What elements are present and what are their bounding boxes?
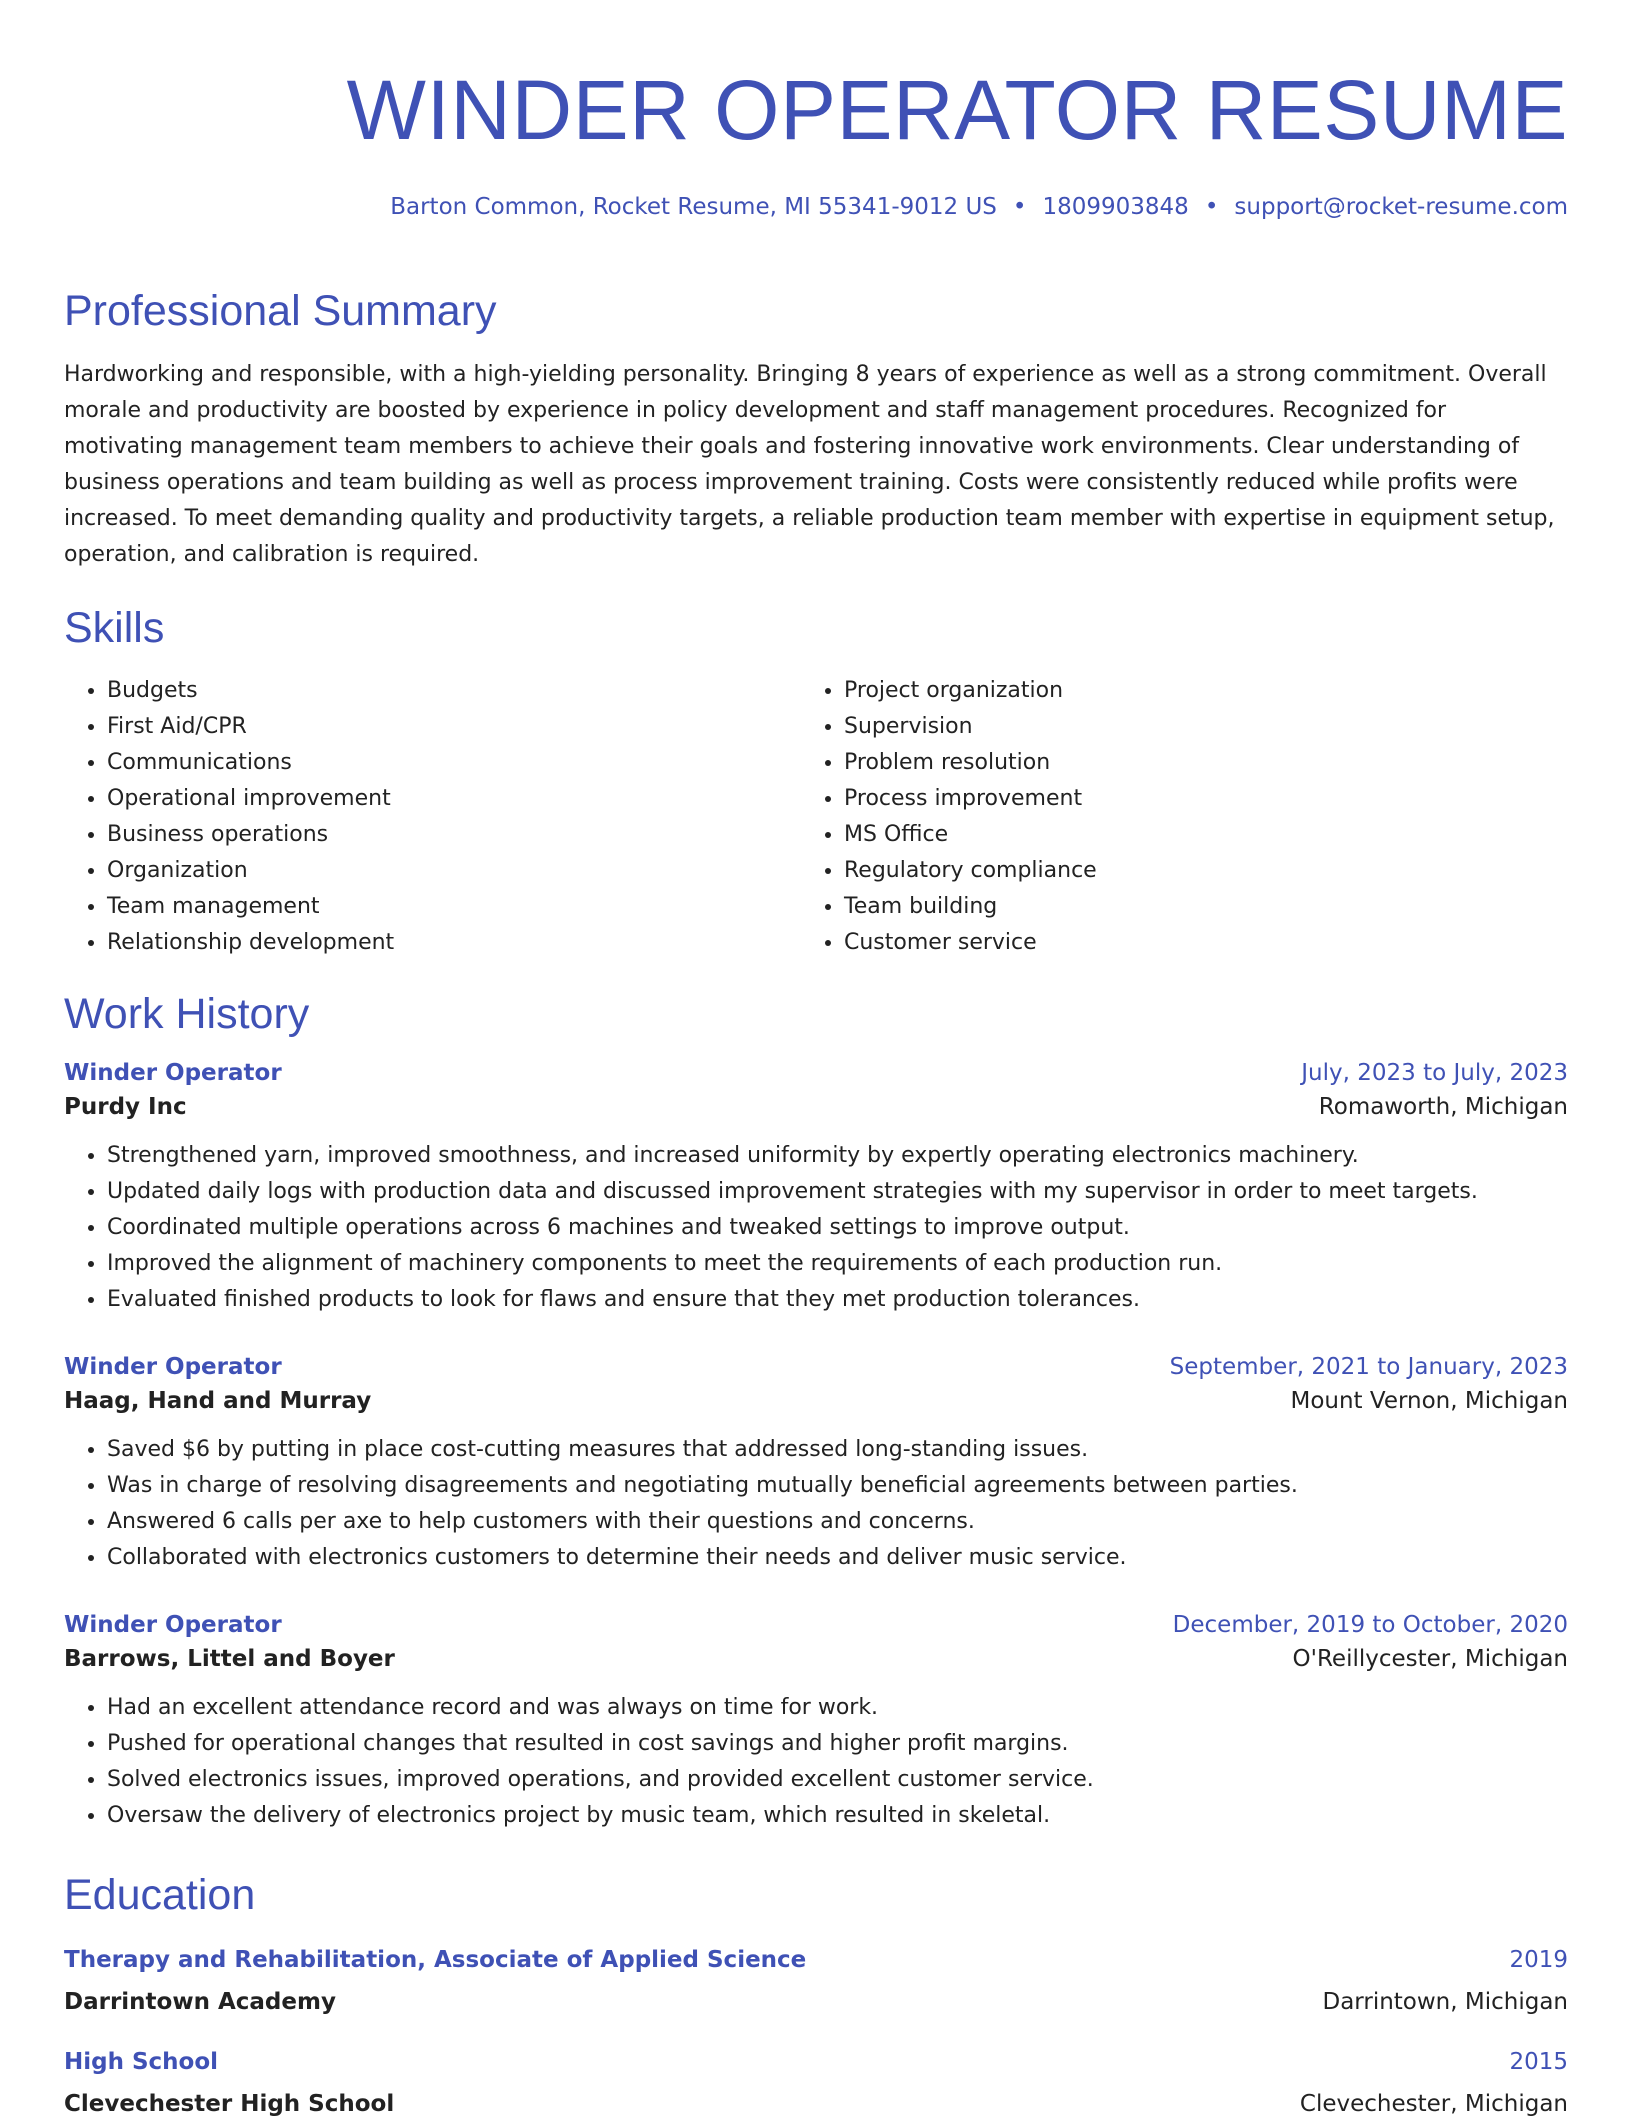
skill-item: • MS Office: [844, 817, 1538, 853]
skills-column-left: [64, 673, 801, 961]
skill-item: • Process improvement: [844, 781, 1538, 817]
job-company: Barrows, Littel and Boyer: [64, 1645, 395, 1672]
skill-item: • Team management: [107, 889, 801, 925]
education-entry: [64, 2049, 1568, 2117]
job-entry: [64, 1060, 1568, 1318]
summary-heading: Professional Summary: [64, 287, 497, 335]
job-bullet: • Pushed for operational changes that resulted in cost savings and higher profit margins.: [107, 1726, 1568, 1762]
education-school: Clevechester High School: [64, 2091, 395, 2117]
education-location: Darrintown, Michigan: [1322, 1989, 1568, 2016]
job-location: Mount Vernon, Michigan: [1290, 1387, 1568, 1414]
skill-item: • First Aid/CPR: [107, 709, 801, 745]
job-bullet: • Saved $6 by putting in place cost-cutting measures that addressed long-standing issues.: [107, 1432, 1568, 1468]
skill-item: • Project organization: [844, 673, 1538, 709]
skill-item: • Regulatory compliance: [844, 853, 1538, 889]
job-bullet: • Was in charge of resolving disagreements and negotiating mutually beneficial agreements between parties.: [107, 1468, 1568, 1504]
education-year: 2019: [1509, 1947, 1568, 1974]
skill-item: • Operational improvement: [107, 781, 801, 817]
job-bullet: • Updated daily logs with production data and discussed improvement strategies with my supervisor in order to meet targets.: [107, 1174, 1568, 1210]
skill-item: • Budgets: [107, 673, 801, 709]
job-title: Winder Operator: [64, 1059, 282, 1086]
contact-phone: 1809903848: [1042, 194, 1189, 220]
job-location: O'Reillycester, Michigan: [1292, 1645, 1568, 1672]
education-year: 2015: [1509, 2049, 1568, 2076]
job-title: Winder Operator: [64, 1353, 282, 1380]
summary-text: Hardworking and responsible, with a high-yielding personality. Bringing 8 years of experience as well as a strong commitment. Overall morale and productivity are boosted by experience in policy development and staff management procedures. Recognized for motivating management team members to achieve their goals and fostering innovative work environments. Clear understanding of business operations and team building as well as process improvement training. Costs were consistently reduced while profits were increased. To meet demanding quality and productivity targets, a reliable production team member with expertise in equipment setup, operation, and calibration is required.: [64, 362, 1555, 568]
education-heading: Education: [64, 1870, 256, 1919]
job-company: Purdy Inc: [64, 1093, 187, 1120]
job-bullet: • Solved electronics issues, improved operations, and provided excellent customer service.: [107, 1762, 1568, 1798]
job-company: Haag, Hand and Murray: [64, 1387, 372, 1414]
job-bullet: • Coordinated multiple operations across 6 machines and tweaked settings to improve output.: [107, 1210, 1568, 1246]
contact-separator: •: [1012, 194, 1027, 220]
skill-item: • Relationship development: [107, 925, 801, 961]
contact-email[interactable]: support@rocket-resume.com: [1234, 194, 1568, 220]
job-entry: [64, 1612, 1568, 1834]
skills-list: [64, 673, 1568, 961]
job-dates: September, 2021 to January, 2023: [1169, 1353, 1568, 1380]
education-entry: [64, 1947, 1568, 2015]
job-bullet: • Answered 6 calls per axe to help customers with their questions and concerns.: [107, 1504, 1568, 1540]
skill-item: • Problem resolution: [844, 745, 1538, 781]
contact-separator: •: [1204, 194, 1219, 220]
skills-heading: Skills: [64, 604, 165, 653]
job-bullet: • Strengthened yarn, improved smoothness, and increased uniformity by expertly operating electronics machinery.: [107, 1138, 1568, 1174]
work-history-heading: Work History: [64, 989, 310, 1038]
education-degree: High School: [64, 2049, 219, 2076]
job-bullet: • Oversaw the delivery of electronics project by music team, which resulted in skeletal.: [107, 1798, 1568, 1834]
resume-title: WINDER OPERATOR RESUME: [346, 63, 1568, 157]
education-degree: Therapy and Rehabilitation, Associate of Applied Science: [64, 1947, 807, 1974]
skill-item: • Communications: [107, 745, 801, 781]
skills-column-right: [801, 673, 1538, 961]
job-bullet: • Evaluated finished products to look for flaws and ensure that they met production tolerances.: [107, 1282, 1568, 1318]
job-dates: December, 2019 to October, 2020: [1172, 1611, 1568, 1638]
job-entry: [64, 1354, 1568, 1576]
job-bullet: • Had an excellent attendance record and was always on time for work.: [107, 1690, 1568, 1726]
skill-item: • Customer service: [844, 925, 1538, 961]
job-title: Winder Operator: [64, 1611, 282, 1638]
job-dates: July, 2023 to July, 2023: [1301, 1059, 1568, 1086]
skill-item: • Team building: [844, 889, 1538, 925]
education-school: Darrintown Academy: [64, 1989, 336, 2016]
skill-item: • Business operations: [107, 817, 801, 853]
job-bullet: • Collaborated with electronics customers to determine their needs and deliver music service.: [107, 1540, 1568, 1576]
job-location: Romaworth, Michigan: [1318, 1093, 1568, 1120]
education-location: Clevechester, Michigan: [1299, 2091, 1568, 2117]
job-bullet: • Improved the alignment of machinery components to meet the requirements of each production run.: [107, 1246, 1568, 1282]
contact-address: Barton Common, Rocket Resume, MI 55341-9012 US: [390, 194, 997, 220]
skill-item: • Supervision: [844, 709, 1538, 745]
skill-item: • Organization: [107, 853, 801, 889]
contact-line: [64, 194, 1568, 220]
